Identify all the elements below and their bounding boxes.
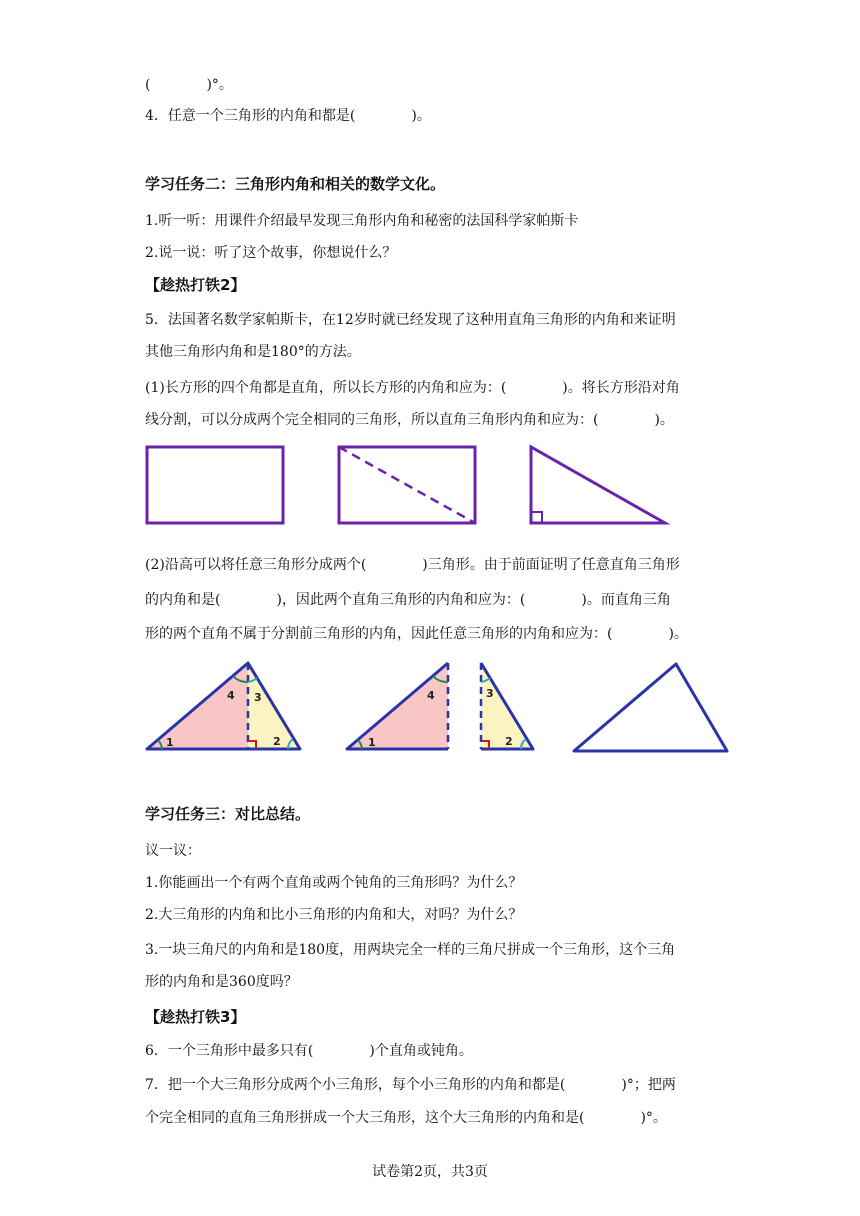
angle-label-2: 2: [273, 735, 281, 748]
discussion-item-3-line-1: 3.一块三角尺的内角和是180度，用两块完全一样的三角尺拼成一个三角形，这个三角: [145, 942, 676, 958]
practice-2-heading: 【趁热打铁2】: [145, 276, 246, 294]
question-6: 6．一个三角形中最多只有( )个直角或钝角。: [145, 1043, 473, 1059]
discussion-item-3-line-2: 形的内角和是360度吗？: [145, 974, 298, 990]
rectangle-figures: [140, 440, 680, 532]
discussion-item-1: 1.你能画出一个有两个直角或两个钝角的三角形吗？为什么？: [145, 875, 523, 891]
question-5-part-2-line-3: 形的两个直角不属于分割前三角形的内角，因此任意三角形的内角和应为：( )。: [145, 626, 688, 642]
practice-3-heading: 【趁热打铁3】: [145, 1008, 246, 1026]
question-7-line-2: 个完全相同的直角三角形拼成一个大三角形，这个大三角形的内角和是( )°。: [145, 1110, 667, 1126]
left-piece-label-1: 1: [368, 736, 376, 749]
discussion-item-2: 2.大三角形的内角和比小三角形的内角和大，对吗？为什么？: [145, 907, 523, 923]
dashed-diagonal: [339, 447, 475, 523]
left-piece-label-4: 4: [427, 689, 435, 702]
question-4: 4．任意一个三角形的内角和都是( )。: [145, 108, 431, 124]
rectangle-shape: [147, 447, 283, 523]
right-triangle-shape: [531, 447, 665, 523]
angle-label-4: 4: [227, 689, 235, 702]
question-5-line-2: 其他三角形内角和是180°的方法。: [145, 344, 361, 360]
question-7-line-1: 7．把一个大三角形分成两个小三角形，每个小三角形的内角和都是( )°；把两: [145, 1077, 676, 1093]
angle-label-3: 3: [254, 691, 262, 704]
task-2-heading: 学习任务二：三角形内角和相关的数学文化。: [145, 175, 446, 193]
question-5-part-2-line-2: 的内角和是( )，因此两个直角三角形的内角和应为：( )。而直角三角: [145, 592, 671, 608]
discussion-label: 议一议：: [145, 843, 201, 859]
plain-triangle: [574, 664, 727, 751]
triangle-figures: [140, 655, 740, 760]
question-5-line-1: 5．法国著名数学家帕斯卡，在12岁时就已经发现了这种用直角三角形的内角和来证明: [145, 312, 676, 328]
right-piece-label-2: 2: [505, 735, 513, 748]
angle-label-1: 1: [166, 736, 174, 749]
task-2-item-2: 2.说一说：听了这个故事，你想说什么？: [145, 245, 397, 261]
task-2-item-1: 1.听一听：用课件介绍最早发现三角形内角和秘密的法国科学家帕斯卡: [145, 213, 579, 229]
question-5-part-1-line-1: (1)长方形的四个角都是直角，所以长方形的内角和应为：( )。将长方形沿对角: [145, 380, 680, 396]
task-3-heading: 学习任务三：对比总结。: [145, 805, 311, 823]
question-5-part-1-line-2: 线分割，可以分成两个完全相同的三角形，所以直角三角形内角和应为：( )。: [145, 412, 674, 428]
answer-line-3: ( )°。: [145, 77, 233, 93]
page-footer: 试卷第2页，共3页: [372, 1164, 488, 1180]
right-angle-mark: [531, 512, 542, 523]
right-piece-label-3: 3: [486, 687, 494, 700]
question-5-part-2-line-1: (2)沿高可以将任意三角形分成两个( )三角形。由于前面证明了任意直角三角形: [145, 557, 680, 573]
